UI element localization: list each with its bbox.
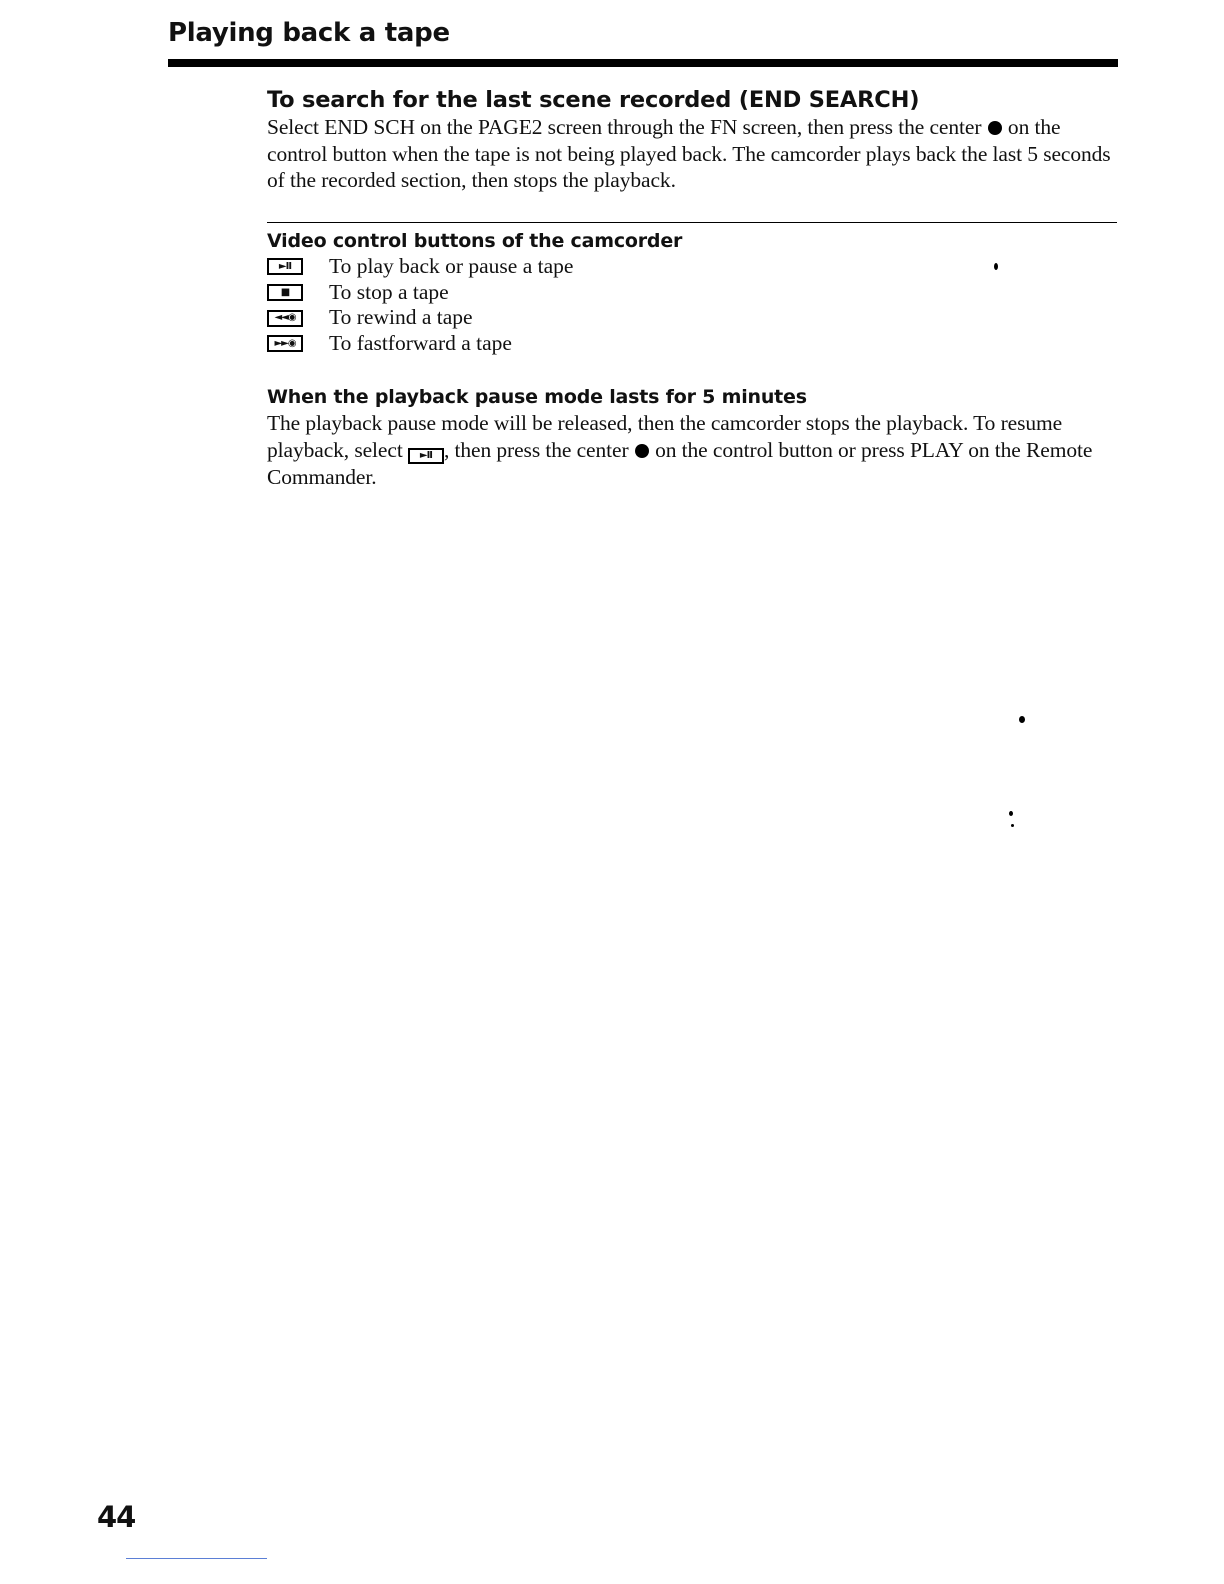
list-item-label: To play back or pause a tape	[329, 254, 574, 278]
pause-mode-text-3: on the control button or press PLAY on the Remote Commander.	[267, 437, 1093, 489]
end-search-text-1: Select END SCH on the PAGE2 screen through the FN screen, then press the center	[267, 115, 987, 139]
note-divider	[267, 222, 1117, 223]
end-search-heading: To search for the last scene recorded (END SEARCH)	[267, 87, 920, 113]
play-pause-icon: ►II	[267, 258, 303, 275]
list-item-label: To rewind a tape	[329, 305, 473, 330]
scan-speck	[1009, 811, 1013, 816]
rewind-icon: ◄◄◉	[267, 310, 303, 327]
pause-mode-section	[267, 384, 1117, 490]
list-item-label: To fastforward a tape	[329, 331, 512, 356]
video-controls-section	[267, 228, 1117, 357]
stop-icon: ■	[267, 284, 303, 301]
page-title: Playing back a tape	[168, 18, 450, 48]
center-button-icon	[988, 121, 1002, 135]
page-number: 44	[97, 1500, 136, 1534]
list-item	[267, 305, 1117, 331]
scan-speck	[1011, 824, 1014, 827]
list-item	[267, 280, 1117, 306]
list-item-label: To stop a tape	[329, 279, 449, 304]
end-search-body	[267, 114, 1117, 194]
list-item	[267, 331, 1117, 357]
list-item	[267, 254, 1117, 280]
footer-line	[126, 1558, 267, 1559]
play-pause-icon: ►II	[408, 448, 444, 464]
end-search-text-2: on the control button when the tape is not being played back. The camcorder plays back the last 5 seconds of the recorded section, then stops the playback.	[267, 115, 1111, 192]
pause-mode-heading: When the playback pause mode lasts for 5 minutes	[267, 386, 807, 408]
video-controls-list	[267, 254, 1117, 357]
title-rule	[168, 59, 1118, 67]
fast-forward-icon: ►►◉	[267, 335, 303, 352]
end-search-section	[267, 86, 1117, 194]
video-controls-heading: Video control buttons of the camcorder	[267, 230, 683, 252]
scan-speck	[994, 263, 998, 270]
pause-mode-text-2: , then press the center	[443, 437, 634, 462]
pause-mode-body	[267, 410, 1117, 490]
pause-mode-text-1: The playback pause mode will be released, then the camcorder stops the playback. To resume playback, select	[267, 411, 1063, 462]
scan-speck	[1019, 716, 1025, 723]
center-button-icon	[635, 444, 649, 458]
